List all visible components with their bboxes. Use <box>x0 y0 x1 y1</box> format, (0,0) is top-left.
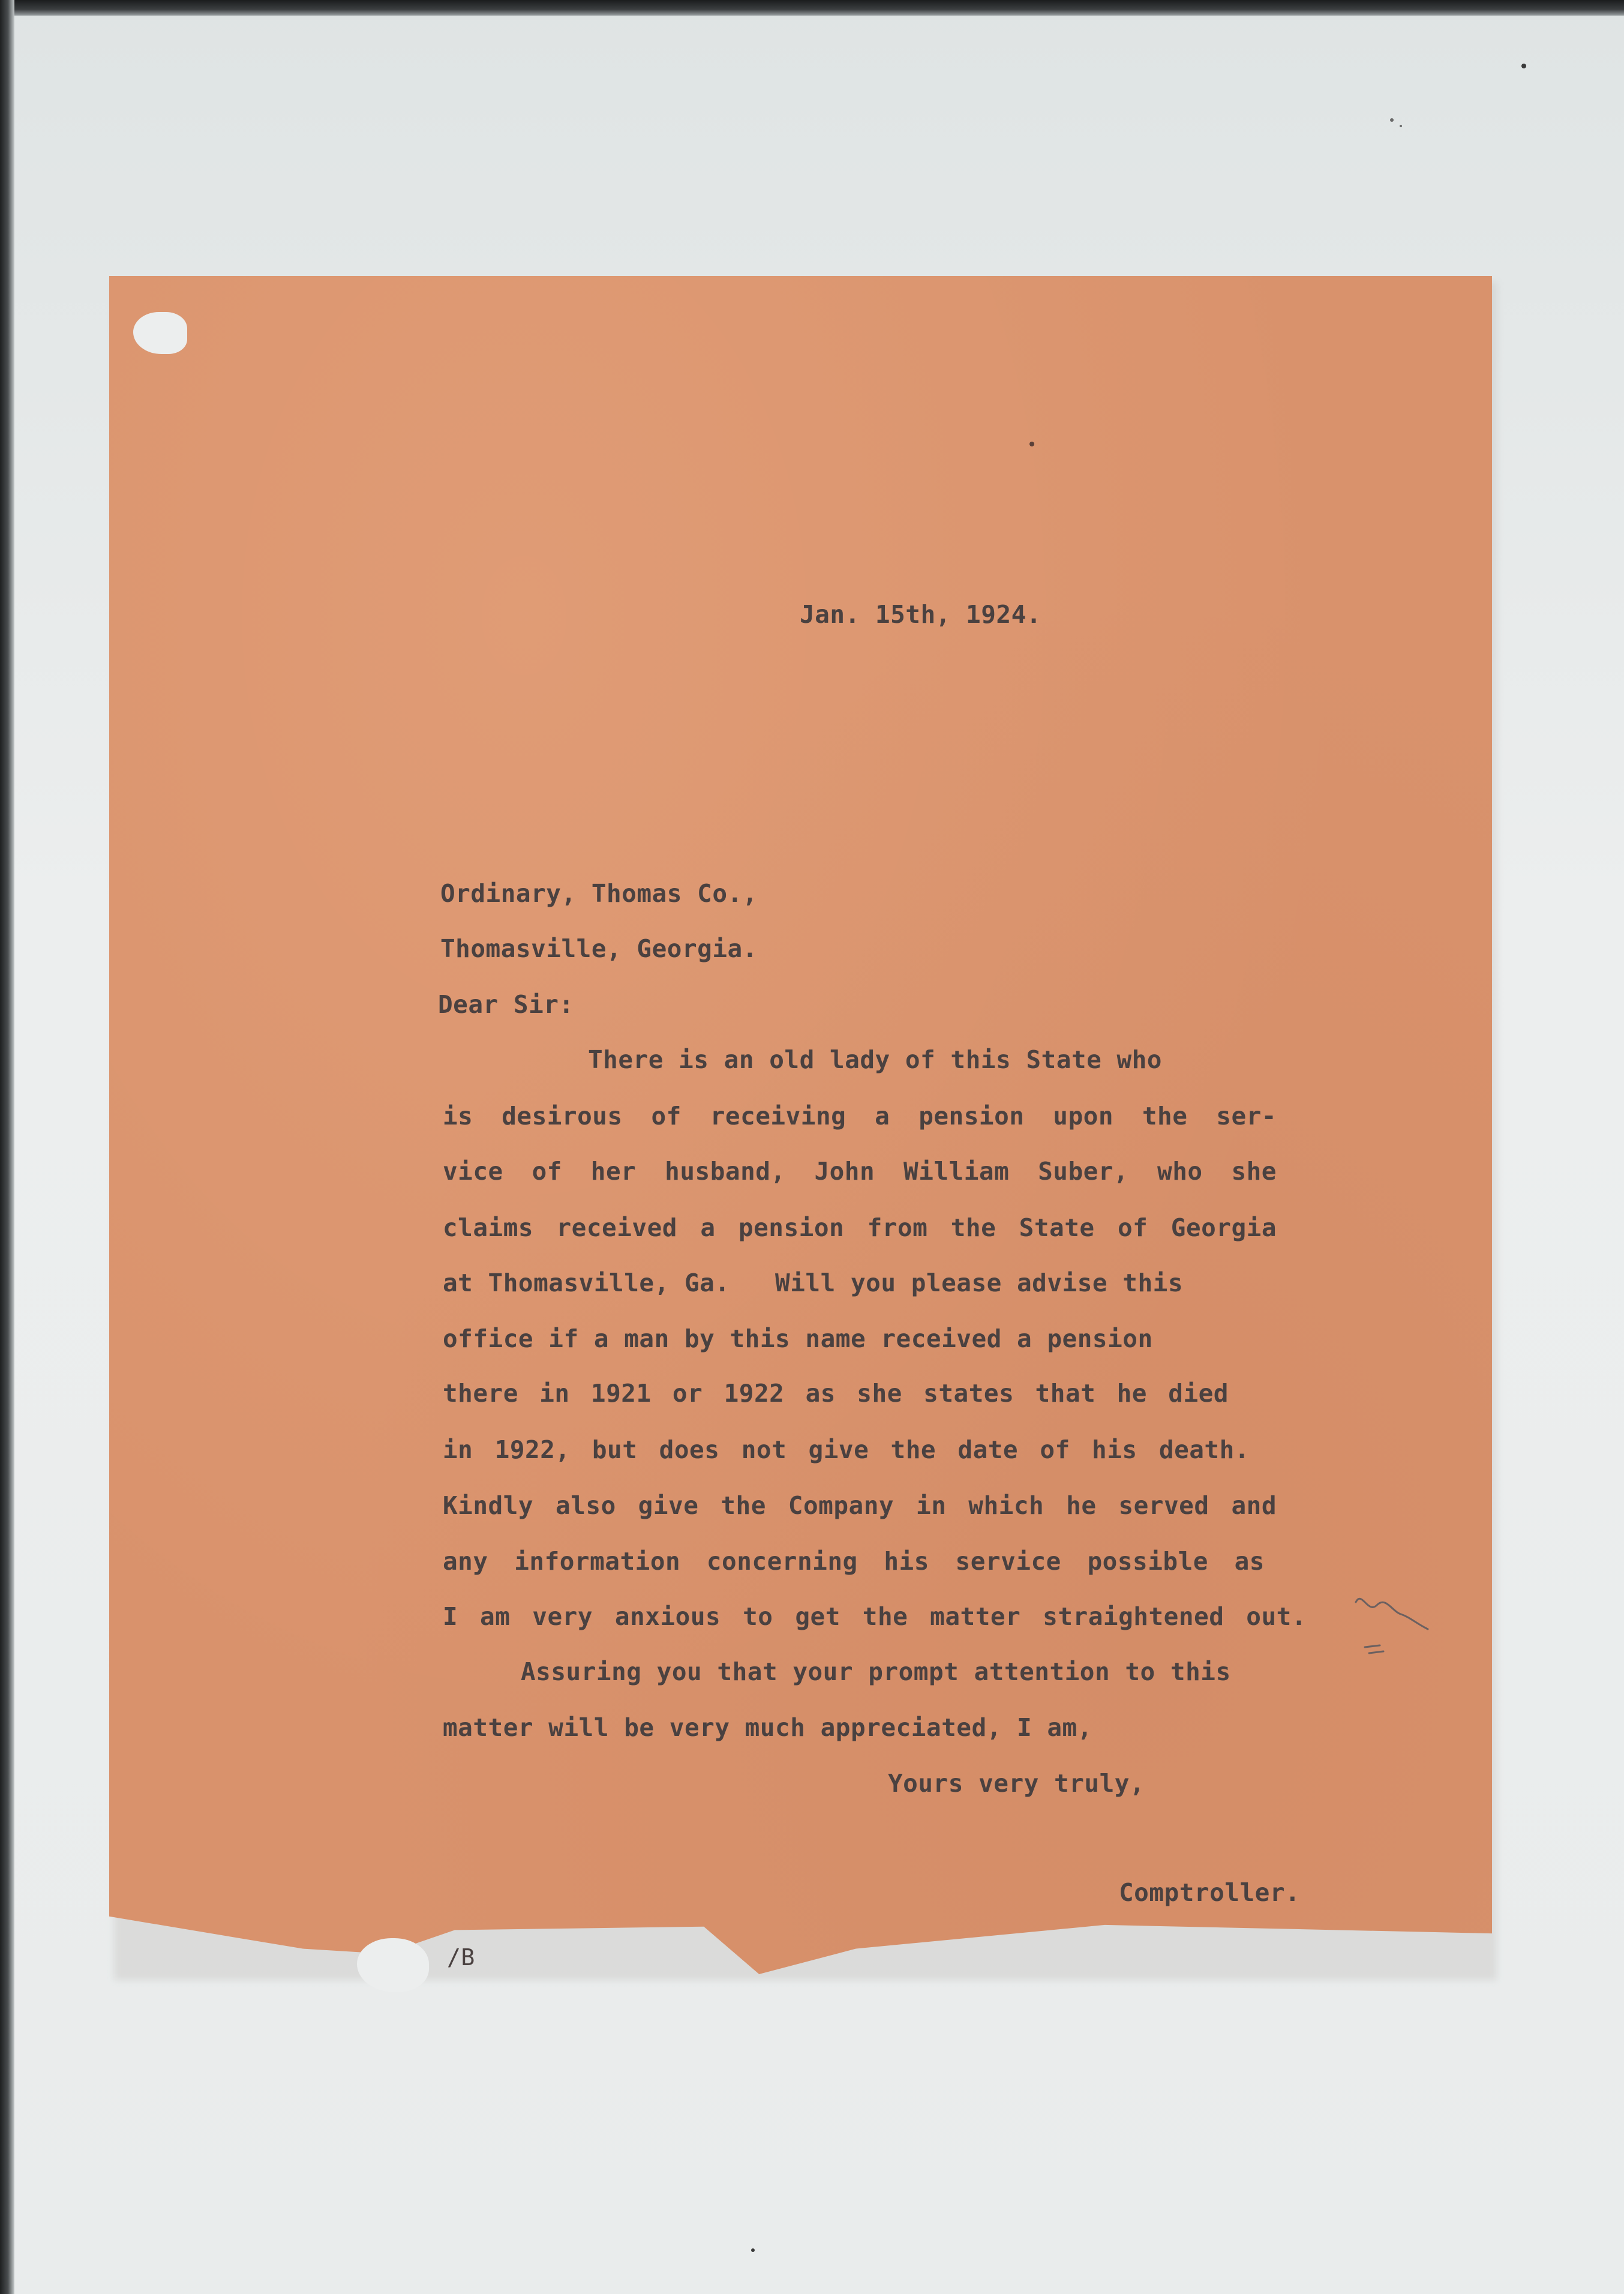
addressee-line-2: Thomasville, Georgia. <box>440 934 758 963</box>
closing-line-1: Assuring you that your prompt attention to this <box>521 1657 1231 1686</box>
letter-date: Jan. 15th, 1924. <box>800 600 1041 629</box>
body-line-11: I am very anxious to get the matter straightened out. <box>443 1602 1307 1631</box>
body-line-5: at Thomasville, Ga. Will you please advise this <box>443 1269 1184 1297</box>
body-line-10: any information concerning his service possible as <box>443 1547 1265 1576</box>
body-line-4: claims received a pension from the State of Georgia <box>443 1213 1277 1242</box>
salutation: Dear Sir: <box>438 990 574 1019</box>
body-line-8: in 1922, but does not give the date of his death. <box>443 1435 1250 1464</box>
body-line-7: there in 1921 or 1922 as she states that he died <box>443 1379 1229 1408</box>
body-line-3: vice of her husband, John William Suber, who she <box>443 1157 1277 1186</box>
body-line-9: Kindly also give the Company in which he served and <box>443 1491 1277 1520</box>
signature-title: Comptroller. <box>1119 1878 1301 1907</box>
valediction: Yours very truly, <box>888 1769 1145 1798</box>
body-line-1: There is an old lady of this State who <box>588 1045 1162 1074</box>
addressee-line-1: Ordinary, Thomas Co., <box>440 879 758 908</box>
body-line-2: is desirous of receiving a pension upon the ser- <box>443 1102 1277 1130</box>
body-line-6: office if a man by this name received a pension <box>443 1324 1153 1353</box>
typist-initials: /B <box>447 1944 475 1971</box>
closing-line-2: matter will be very much appreciated, I am, <box>443 1713 1092 1742</box>
